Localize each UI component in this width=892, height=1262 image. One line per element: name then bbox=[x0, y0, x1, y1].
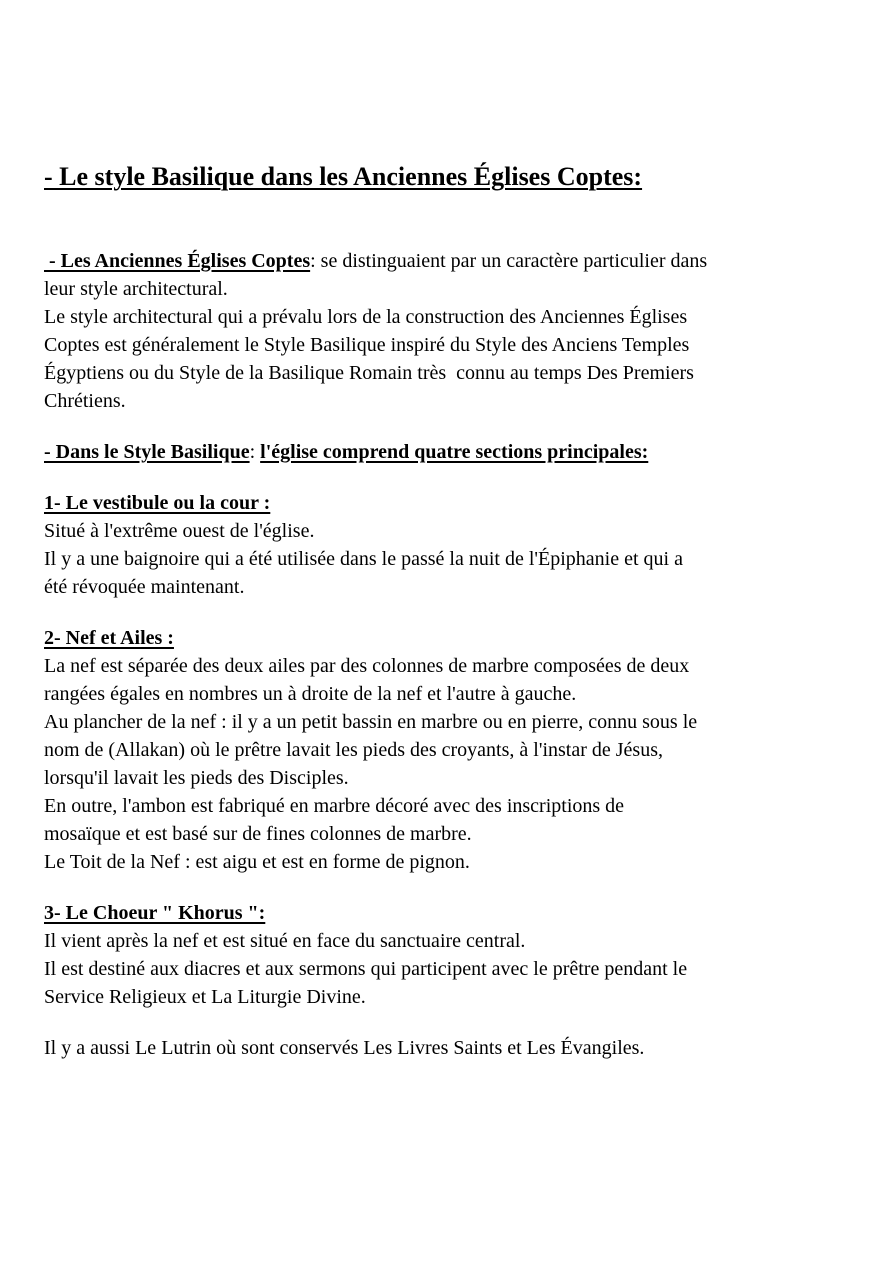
text-run: lorsqu'il lavait les pieds des Disciples. bbox=[44, 767, 349, 789]
text-run: rangées égales en nombres un à droite de la nef et l'autre à gauche. bbox=[44, 683, 577, 705]
text-run: Il vient après la nef et est situé en face du sanctuaire central. bbox=[44, 930, 526, 952]
text-run: - Dans le Style Basilique bbox=[44, 441, 250, 463]
text-line bbox=[44, 708, 852, 736]
text-line bbox=[44, 624, 852, 652]
paragraph-section-2-nef-et-ailes bbox=[44, 624, 852, 876]
text-run: : se distinguaient par un caractère particulier dans bbox=[310, 250, 708, 272]
text-run: Il y a une baignoire qui a été utilisée dans le passé la nuit de l'Épiphanie et qui a bbox=[44, 548, 683, 570]
text-line bbox=[44, 517, 852, 545]
text-line bbox=[44, 680, 852, 708]
text-line bbox=[44, 983, 852, 1011]
document-title bbox=[44, 160, 852, 194]
text-line bbox=[44, 955, 852, 983]
text-line bbox=[44, 1034, 852, 1062]
text-run: 3- Le Choeur " Khorus ": bbox=[44, 902, 266, 924]
text-line bbox=[44, 792, 852, 820]
paragraph-section-1-vestibule bbox=[44, 489, 852, 601]
text-line bbox=[44, 247, 852, 275]
text-line bbox=[44, 848, 852, 876]
text-run: Service Religieux et La Liturgie Divine. bbox=[44, 986, 366, 1008]
text-run: Le style architectural qui a prévalu lors de la construction des Anciennes Églises bbox=[44, 306, 688, 328]
text-run: : bbox=[249, 441, 261, 463]
text-run: Coptes est généralement le Style Basilique inspiré du Style des Anciens Temples bbox=[44, 334, 690, 356]
text-line bbox=[44, 303, 852, 331]
paragraph-lutrin-note bbox=[44, 1034, 852, 1062]
text-run: En outre, l'ambon est fabriqué en marbre décoré avec des inscriptions de bbox=[44, 795, 625, 817]
paragraph-intro bbox=[44, 247, 852, 415]
text-run: - Les Anciennes Églises Coptes bbox=[44, 250, 311, 272]
paragraph-section-3-choeur bbox=[44, 899, 852, 1011]
text-run: été révoquée maintenant. bbox=[44, 576, 245, 598]
text-line bbox=[44, 359, 852, 387]
text-run: 2- Nef et Ailes : bbox=[44, 627, 174, 649]
text-line bbox=[44, 736, 852, 764]
text-line bbox=[44, 899, 852, 927]
paragraph-style-basilique-heading bbox=[44, 438, 852, 466]
text-run: Chrétiens. bbox=[44, 390, 126, 412]
text-run: leur style architectural. bbox=[44, 278, 228, 300]
text-run: 1- Le vestibule ou la cour : bbox=[44, 492, 271, 514]
text-run: nom de (Allakan) où le prêtre lavait les pieds des croyants, à l'instar de Jésus, bbox=[44, 739, 663, 761]
text-run: Le Toit de la Nef : est aigu et est en forme de pignon. bbox=[44, 851, 470, 873]
text-run: Il y a aussi Le Lutrin où sont conservés Les Livres Saints et Les Évangiles. bbox=[44, 1037, 645, 1059]
text-line bbox=[44, 275, 852, 303]
text-run: - Le style Basilique dans les Anciennes Églises Coptes: bbox=[44, 162, 643, 191]
text-run: mosaïque et est basé sur de fines colonnes de marbre. bbox=[44, 823, 472, 845]
document-body bbox=[44, 247, 852, 1062]
text-line bbox=[44, 764, 852, 792]
text-run: l'église comprend quatre sections principales: bbox=[260, 441, 649, 463]
text-run: La nef est séparée des deux ailes par des colonnes de marbre composées de deux bbox=[44, 655, 690, 677]
text-line bbox=[44, 489, 852, 517]
text-line bbox=[44, 820, 852, 848]
text-line bbox=[44, 438, 852, 466]
text-line bbox=[44, 573, 852, 601]
text-run: Égyptiens ou du Style de la Basilique Romain très connu au temps Des Premiers bbox=[44, 362, 694, 384]
text-line bbox=[44, 331, 852, 359]
text-line bbox=[44, 387, 852, 415]
text-line bbox=[44, 545, 852, 573]
text-run: Au plancher de la nef : il y a un petit bassin en marbre ou en pierre, connu sous le bbox=[44, 711, 698, 733]
text-run: Situé à l'extrême ouest de l'église. bbox=[44, 520, 315, 542]
text-line bbox=[44, 652, 852, 680]
text-line bbox=[44, 927, 852, 955]
text-run: Il est destiné aux diacres et aux sermons qui participent avec le prêtre pendant le bbox=[44, 958, 688, 980]
